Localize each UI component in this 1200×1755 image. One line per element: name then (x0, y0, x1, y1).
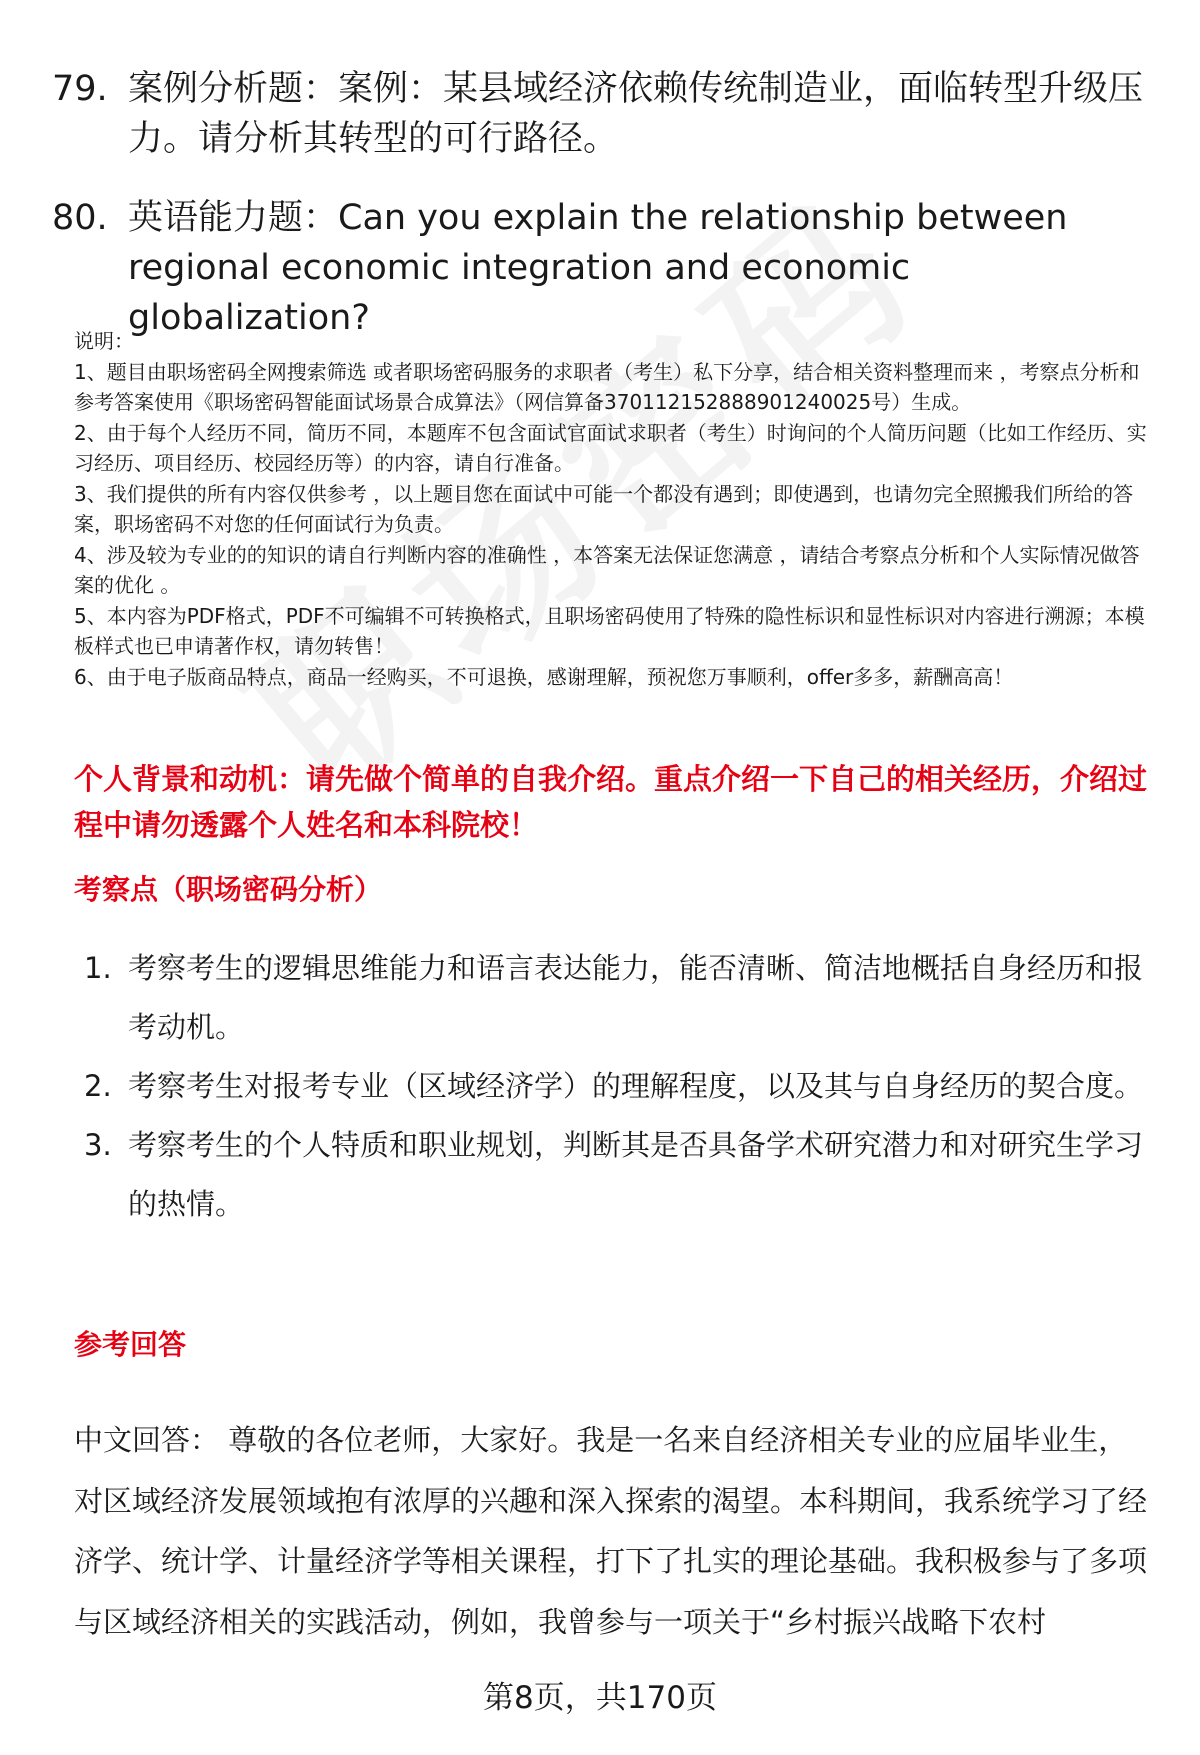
analysis-heading: 考察点（职场密码分析） (74, 873, 383, 906)
note-item: 1、题目由职场密码全网搜索筛选 或者职场密码服务的求职者（考生）私下分享，结合相关资料整理而来 ，考察点分析和参考答案使用《职场密码智能面试场景合成算法》（网信算备370112152888901240025号）生成。 (74, 359, 1140, 414)
notes-title: 说明： (74, 329, 134, 353)
note-item: 2、由于每个人经历不同，简历不同，本题库不包含面试官面试求职者（考生）时询问的个人简历问题（比如工作经历、实习经历、项目经历、校园经历等）的内容，请自行准备。 (74, 420, 1147, 475)
analysis-item-number: 3. (84, 1128, 112, 1162)
analysis-item-text: 考察考生的逻辑思维能力和语言表达能力，能否清晰、简洁地概括自身经历和报考动机。 (128, 951, 1144, 1044)
question-text: 英语能力题：Can you explain the relationship between regional economic integration and economic globalization? (128, 198, 1068, 338)
question-text: 案例分析题：案例：某县域经济依赖传统制造业，面临转型升级压力。请分析其转型的可行路径。 (128, 69, 1144, 159)
analysis-list (74, 939, 1154, 1234)
answer-text: 中文回答： 尊敬的各位老师，大家好。我是一名来自经济相关专业的应届毕业生，对区域经济发展领域抱有浓厚的兴趣和深入探索的渴望。本科期间，我系统学习了经济学、统计学、计量经济学等相关课程，打下了扎实的理论基础。我积极参与了多项与区域经济相关的实践活动，例如，我曾参与一项关于“乡村振兴战略下农村 (74, 1423, 1148, 1639)
analysis-item-number: 2. (84, 1069, 112, 1103)
notes-section (74, 326, 1154, 692)
question-number: 80. (52, 198, 108, 238)
page-footer: 第8页，共170页 (483, 1680, 717, 1716)
question-80 (52, 193, 1162, 343)
analysis-item-text: 考察考生的个人特质和职业规划，判断其是否具备学术研究潜力和对研究生学习的热情。 (128, 1128, 1144, 1221)
analysis-item (74, 939, 1154, 1057)
current-question: 个人背景和动机：请先做个简单的自我介绍。重点介绍一下自己的相关经历，介绍过程中请勿透露个人姓名和本科院校！ (74, 762, 1148, 842)
answer-heading: 参考回答 (74, 1328, 187, 1361)
analysis-item (74, 1116, 1154, 1234)
note-item: 5、本内容为PDF格式，PDF不可编辑不可转换格式，且职场密码使用了特殊的隐性标识和显性标识对内容进行溯源；本模板样式也已申请著作权，请勿转售！ (74, 603, 1145, 658)
note-item: 3、我们提供的所有内容仅供参考 ，以上题目您在面试中可能一个都没有遇到；即使遇到，也请勿完全照搬我们所给的答案，职场密码不对您的任何面试行为负责。 (74, 481, 1134, 536)
question-number: 79. (52, 69, 108, 109)
question-79 (52, 64, 1162, 164)
note-item: 6、由于电子版商品特点，商品一经购买，不可退换，感谢理解，预祝您万事顺利，offer多多，薪酬高高！ (74, 664, 1014, 689)
analysis-item-number: 1. (84, 951, 112, 985)
note-item: 4、涉及较为专业的的知识的请自行判断内容的准确性 ，本答案无法保证您满意 ，请结合考察点分析和个人实际情况做答案的优化 。 (74, 542, 1140, 597)
analysis-item (74, 1057, 1154, 1116)
analysis-item-text: 考察考生对报考专业（区域经济学）的理解程度，以及其与自身经历的契合度。 (128, 1069, 1144, 1103)
